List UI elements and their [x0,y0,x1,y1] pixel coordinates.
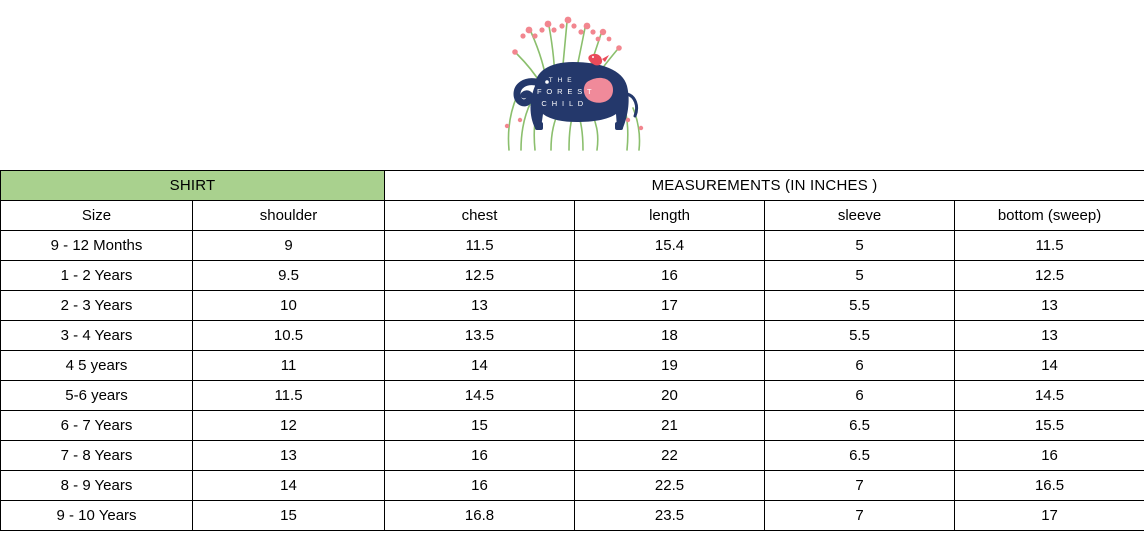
cell-sleeve: 5.5 [765,321,955,351]
cell-sleeve: 7 [765,501,955,531]
title-measurements: MEASUREMENTS (IN INCHES ) [385,171,1144,201]
brand-line-1: T H E [548,77,574,84]
cell-size: 6 - 7 Years [1,411,193,441]
table-title-row [1,171,1144,201]
cell-size: 9 - 10 Years [1,501,193,531]
cell-length: 19 [575,351,765,381]
table-row [1,321,1144,351]
cell-sleeve: 7 [765,471,955,501]
cell-shoulder: 15 [193,501,385,531]
cell-shoulder: 11 [193,351,385,381]
cell-length: 22 [575,441,765,471]
cell-sleeve: 6 [765,381,955,411]
size-chart-table [0,170,1144,531]
cell-shoulder: 9.5 [193,261,385,291]
cell-bottom-sweep: 16 [955,441,1144,471]
brand-line-3: C H I L D [541,99,585,108]
table-row [1,351,1144,381]
cell-bottom-sweep: 14.5 [955,381,1144,411]
cell-length: 23.5 [575,501,765,531]
table-row [1,381,1144,411]
cell-sleeve: 6.5 [765,411,955,441]
header-sleeve: sleeve [765,201,955,231]
table-header-row [1,201,1144,231]
cell-length: 21 [575,411,765,441]
cell-size: 9 - 12 Months [1,231,193,261]
cell-shoulder: 13 [193,441,385,471]
header-bottom-sweep: bottom (sweep) [955,201,1144,231]
cell-size: 4 5 years [1,351,193,381]
table-row [1,261,1144,291]
cell-length: 17 [575,291,765,321]
cell-sleeve: 5 [765,231,955,261]
cell-chest: 13.5 [385,321,575,351]
cell-chest: 11.5 [385,231,575,261]
cell-bottom-sweep: 15.5 [955,411,1144,441]
cell-size: 3 - 4 Years [1,321,193,351]
cell-bottom-sweep: 17 [955,501,1144,531]
cell-sleeve: 5.5 [765,291,955,321]
title-shirt: SHIRT [1,171,385,201]
cell-bottom-sweep: 13 [955,291,1144,321]
elephant-body [517,62,637,130]
cell-shoulder: 10 [193,291,385,321]
cell-shoulder: 12 [193,411,385,441]
cell-shoulder: 14 [193,471,385,501]
table-body [1,231,1144,531]
table-row [1,441,1144,471]
cell-bottom-sweep: 14 [955,351,1144,381]
cell-length: 18 [575,321,765,351]
cell-chest: 15 [385,411,575,441]
table-row [1,231,1144,261]
header-size: Size [1,201,193,231]
cell-bottom-sweep: 16.5 [955,471,1144,501]
table-row [1,291,1144,321]
cell-sleeve: 6.5 [765,441,955,471]
cell-bottom-sweep: 13 [955,321,1144,351]
header-length: length [575,201,765,231]
cell-shoulder: 9 [193,231,385,261]
brand-line-2: F O R E S T [536,87,594,96]
elephant-logo-icon [477,10,667,160]
cell-length: 16 [575,261,765,291]
cell-length: 15.4 [575,231,765,261]
cell-size: 1 - 2 Years [1,261,193,291]
table-row [1,501,1144,531]
header-shoulder: shoulder [193,201,385,231]
cell-bottom-sweep: 11.5 [955,231,1144,261]
cell-chest: 12.5 [385,261,575,291]
header-chest: chest [385,201,575,231]
cell-sleeve: 5 [765,261,955,291]
cell-size: 7 - 8 Years [1,441,193,471]
cell-size: 2 - 3 Years [1,291,193,321]
cell-chest: 16 [385,471,575,501]
cell-sleeve: 6 [765,351,955,381]
cell-length: 22.5 [575,471,765,501]
table-row [1,471,1144,501]
cell-shoulder: 11.5 [193,381,385,411]
cell-size: 5-6 years [1,381,193,411]
elephant-logo-graphic [477,10,667,160]
table-row [1,411,1144,441]
cell-chest: 14 [385,351,575,381]
cell-chest: 13 [385,291,575,321]
cell-shoulder: 10.5 [193,321,385,351]
logo-area [0,0,1144,170]
cell-bottom-sweep: 12.5 [955,261,1144,291]
cell-chest: 14.5 [385,381,575,411]
cell-chest: 16.8 [385,501,575,531]
cell-chest: 16 [385,441,575,471]
cell-length: 20 [575,381,765,411]
cell-size: 8 - 9 Years [1,471,193,501]
